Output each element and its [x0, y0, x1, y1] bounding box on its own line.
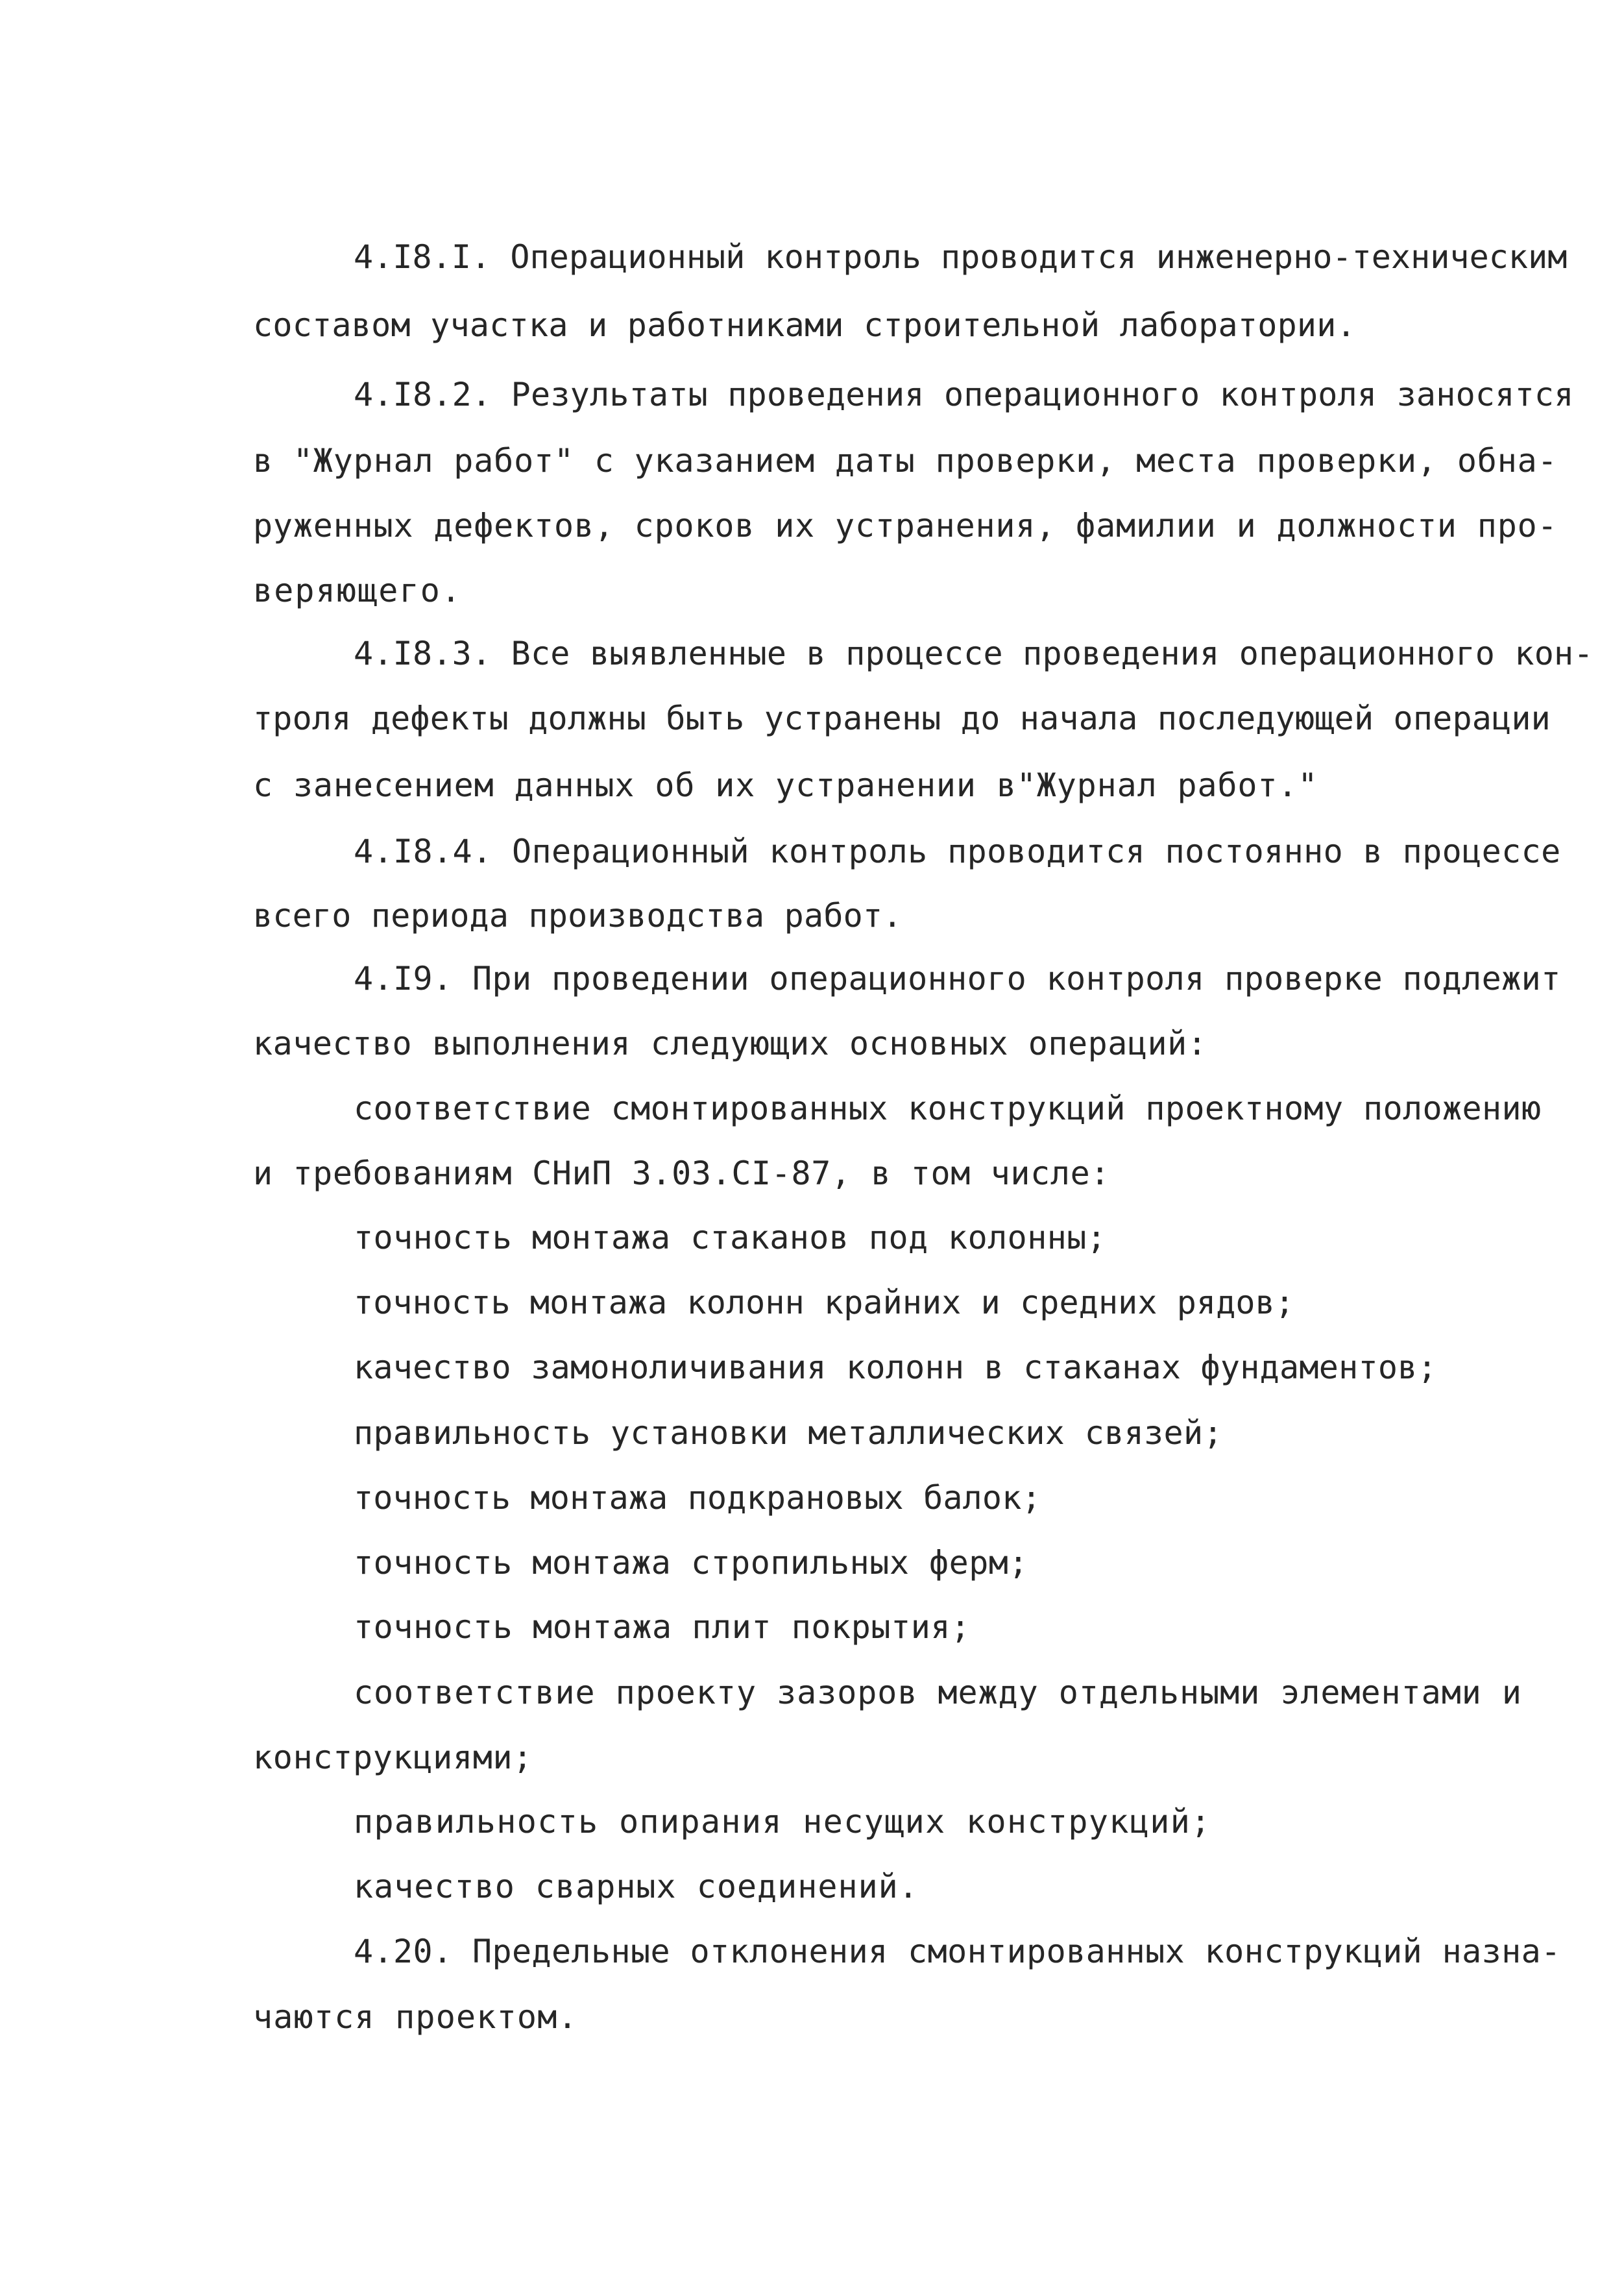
text-line: и требованиям СНиП 3.03.CI-87, в том числе:: [253, 1155, 1111, 1192]
text-line: 4.20. Предельные отклонения смонтированных конструкций назна-: [354, 1933, 1561, 1970]
text-line: конструкциями;: [253, 1739, 533, 1776]
text-line: качество выполнения следующих основных операций:: [253, 1025, 1207, 1062]
text-line: 4.I8.3. Все выявленные в процессе проведения операционного кон-: [354, 635, 1594, 672]
text-line: 4.I8.I. Операционный контроль проводится инженерно-техническим: [354, 238, 1568, 276]
text-line: составом участка и работниками строительной лаборатории.: [253, 306, 1356, 344]
text-line: в "Журнал работ" с указанием даты проверки, места проверки, обна-: [253, 442, 1558, 480]
text-line: 4.I8.4. Операционный контроль проводится постоянно в процессе: [354, 833, 1561, 870]
text-line: соответствие проекту зазоров между отдельными элементами и: [354, 1674, 1522, 1711]
text-line: качество сварных соединений.: [354, 1868, 919, 1905]
text-line: точность монтажа стропильных ферм;: [354, 1544, 1028, 1582]
text-line: веряющего.: [253, 572, 463, 609]
text-line: чаются проектом.: [253, 1998, 578, 2036]
text-line: правильность установки металлических связей;: [354, 1414, 1223, 1452]
text-line: точность монтажа плит покрытия;: [354, 1608, 971, 1646]
text-line: точность монтажа стаканов под колонны;: [354, 1219, 1107, 1256]
text-line: 4.I8.2. Результаты проведения операционного контроля заносятся: [354, 376, 1574, 413]
text-line: правильность опирания несущих конструкций;: [354, 1803, 1211, 1841]
text-line: точность монтажа подкрановых балок;: [354, 1479, 1041, 1517]
text-line: с занесением данных об их устранении в"Журнал работ.": [253, 766, 1318, 804]
text-line: 4.I9. При проведении операционного контроля проверке подлежит: [354, 960, 1561, 997]
text-line: соответствие смонтированных конструкций проектному положению: [354, 1090, 1542, 1127]
text-line: качество замоноличивания колонн в стаканах фундаментов;: [354, 1349, 1437, 1386]
text-line: точность монтажа колонн крайних и средних рядов;: [354, 1284, 1295, 1321]
text-line: руженных дефектов, сроков их устранения, фамилии и должности про-: [253, 507, 1558, 544]
text-line: троля дефекты должны быть устранены до начала последующей операции: [253, 700, 1551, 737]
text-line: всего периода производства работ.: [253, 897, 903, 935]
